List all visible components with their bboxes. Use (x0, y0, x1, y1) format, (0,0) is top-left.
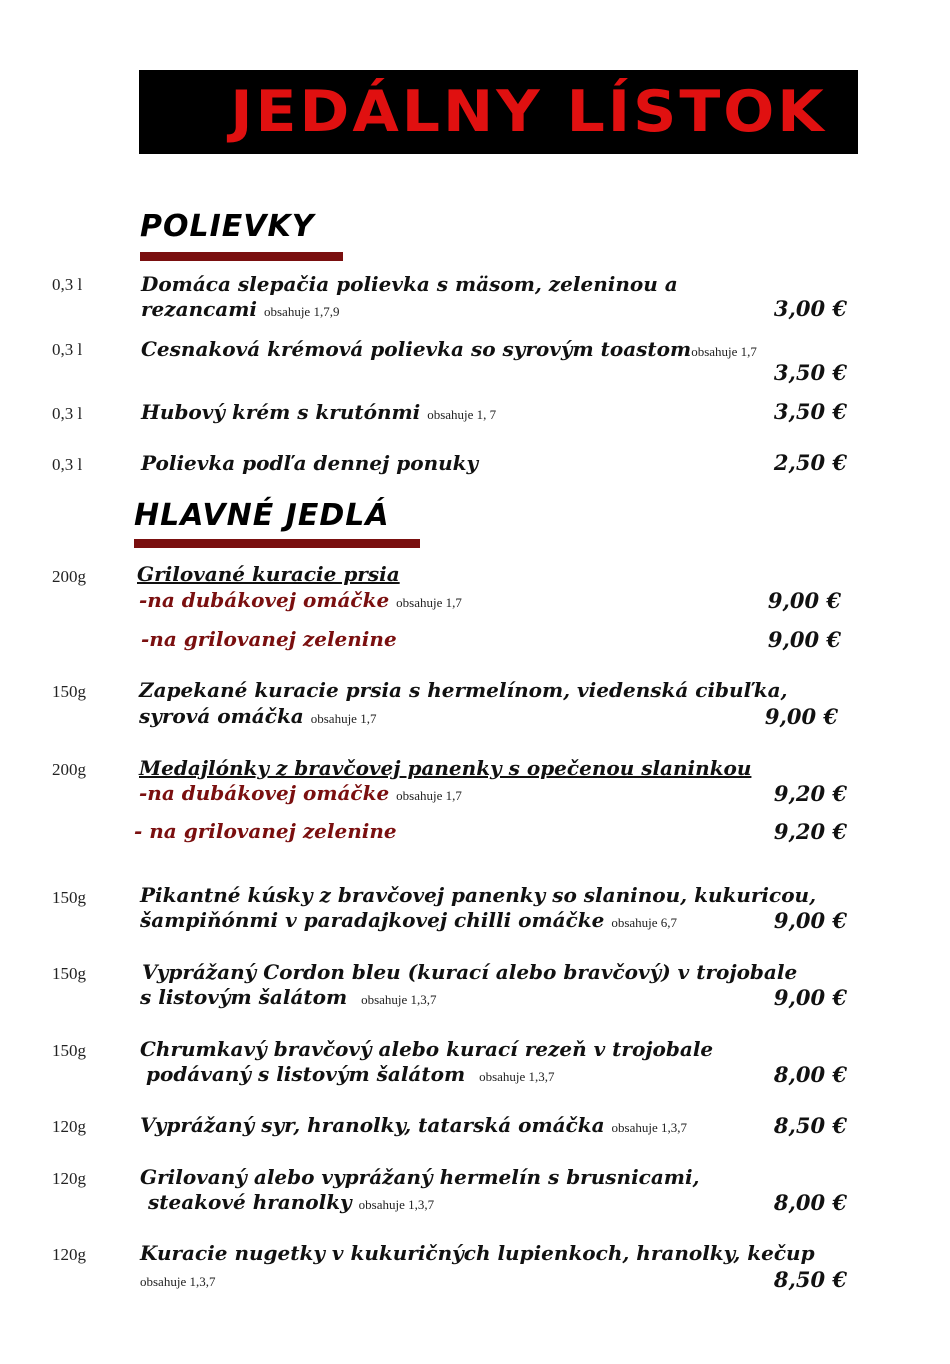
item-name-cont: rezancami obsahuje 1,7,9 (141, 297, 340, 321)
item-variant: -na grilovanej zelenine (141, 627, 397, 651)
section-underline (134, 539, 420, 548)
allergen-note: obsahuje 1,7 (396, 788, 462, 803)
item-quantity: 150g (52, 964, 86, 983)
item-quantity: 150g (52, 682, 86, 701)
item-price: 8,00 € (773, 1062, 847, 1087)
item-name: Grilovaný alebo vyprážaný hermelín s brusnicami, (140, 1165, 700, 1189)
item-name-cont: s listovým šalátom obsahuje 1,3,7 (140, 985, 437, 1009)
allergen-note: obsahuje 1,7 (691, 344, 757, 359)
section-title-mains: HLAVNÉ JEDLÁ (134, 498, 390, 533)
section-underline (140, 252, 343, 261)
item-variant: - na grilovanej zelenine (134, 819, 397, 843)
item-price: 9,00 € (773, 908, 847, 933)
item-price: 9,00 € (767, 588, 841, 613)
allergen-note: obsahuje 1,7,9 (263, 304, 340, 319)
allergen-note: obsahuje 1,3,7 (361, 992, 437, 1007)
item-price: 9,20 € (773, 819, 847, 844)
allergen-note: obsahuje 1,3,7 (479, 1069, 555, 1084)
item-price: 8,50 € (773, 1113, 847, 1138)
item-name-cont: syrová omáčka obsahuje 1,7 (139, 704, 377, 728)
allergen-note: obsahuje 1,3,7 (358, 1197, 435, 1212)
item-name: Vyprážaný Cordon bleu (kurací alebo bravčový) v trojobale (142, 960, 798, 984)
item-name: Pikantné kúsky z bravčovej panenky so slaninou, kukuricou, (140, 883, 817, 907)
item-name: Cesnaková krémová polievka so syrovým toastomobsahuje 1,7 (141, 337, 757, 361)
item-price: 8,50 € (773, 1267, 847, 1292)
item-price: 3,00 € (773, 296, 847, 321)
item-quantity: 0,3 l (52, 404, 83, 423)
item-name: Hubový krém s krutónmi obsahuje 1, 7 (141, 400, 497, 424)
item-name: Vyprážaný syr, hranolky, tatarská omáčka obsahuje 1,3,7 (140, 1113, 688, 1137)
item-quantity: 0,3 l (52, 275, 83, 294)
item-name: Zapekané kuracie prsia s hermelínom, viedenská cibuľka, (139, 678, 788, 702)
item-name: Chrumkavý bravčový alebo kurací rezeň v trojobale (140, 1037, 714, 1061)
item-title: Medajlónky z bravčovej panenky s opečenou slaninkou (139, 756, 752, 780)
item-quantity: 150g (52, 1041, 86, 1060)
item-name-cont: steakové hranolky obsahuje 1,3,7 (148, 1190, 435, 1214)
allergen-note: obsahuje 1,3,7 (140, 1274, 216, 1289)
item-quantity: 150g (52, 888, 86, 907)
item-variant: -na dubákovej omáčke obsahuje 1,7 (139, 781, 462, 805)
item-quantity: 0,3 l (52, 455, 83, 474)
allergen-note: obsahuje 6,7 (611, 915, 678, 930)
allergen-note: obsahuje 1, 7 (427, 407, 497, 422)
allergen-note: obsahuje 1,7 (396, 595, 462, 610)
item-name: Domáca slepačia polievka s mäsom, zeleninou a (141, 272, 678, 296)
item-price: 2,50 € (773, 450, 847, 475)
item-name-cont: podávaný s listovým šalátom obsahuje 1,3,7 (146, 1062, 555, 1086)
item-variant: -na dubákovej omáčke obsahuje 1,7 (139, 588, 462, 612)
item-price: 3,50 € (773, 360, 847, 385)
item-name: Polievka podľa dennej ponuky (141, 451, 479, 475)
item-name: Kuracie nugetky v kukuričných lupienkoch, hranolky, kečup (140, 1241, 815, 1265)
item-price: 3,50 € (773, 399, 847, 424)
section-title-soups: POLIEVKY (140, 209, 315, 244)
item-quantity: 0,3 l (52, 340, 83, 359)
allergen-note: obsahuje 1,3,7 (611, 1120, 688, 1135)
item-price: 8,00 € (773, 1190, 847, 1215)
item-price: 9,20 € (773, 781, 847, 806)
item-price: 9,00 € (764, 704, 838, 729)
page-title: JEDÁLNY LÍSTOK (230, 78, 827, 146)
allergen-note: obsahuje 1,7 (310, 711, 377, 726)
item-title: Grilované kuracie prsia (137, 562, 400, 586)
title-banner (139, 70, 858, 154)
item-price: 9,00 € (767, 627, 841, 652)
item-price: 9,00 € (773, 985, 847, 1010)
item-quantity: 120g (52, 1169, 86, 1188)
item-quantity: 120g (52, 1117, 86, 1136)
item-quantity: 200g (52, 567, 86, 586)
item-quantity: 200g (52, 760, 86, 779)
item-name-cont: šampiňónmi v paradajkovej chilli omáčke obsahuje 6,7 (140, 908, 678, 932)
item-quantity: 120g (52, 1245, 86, 1264)
